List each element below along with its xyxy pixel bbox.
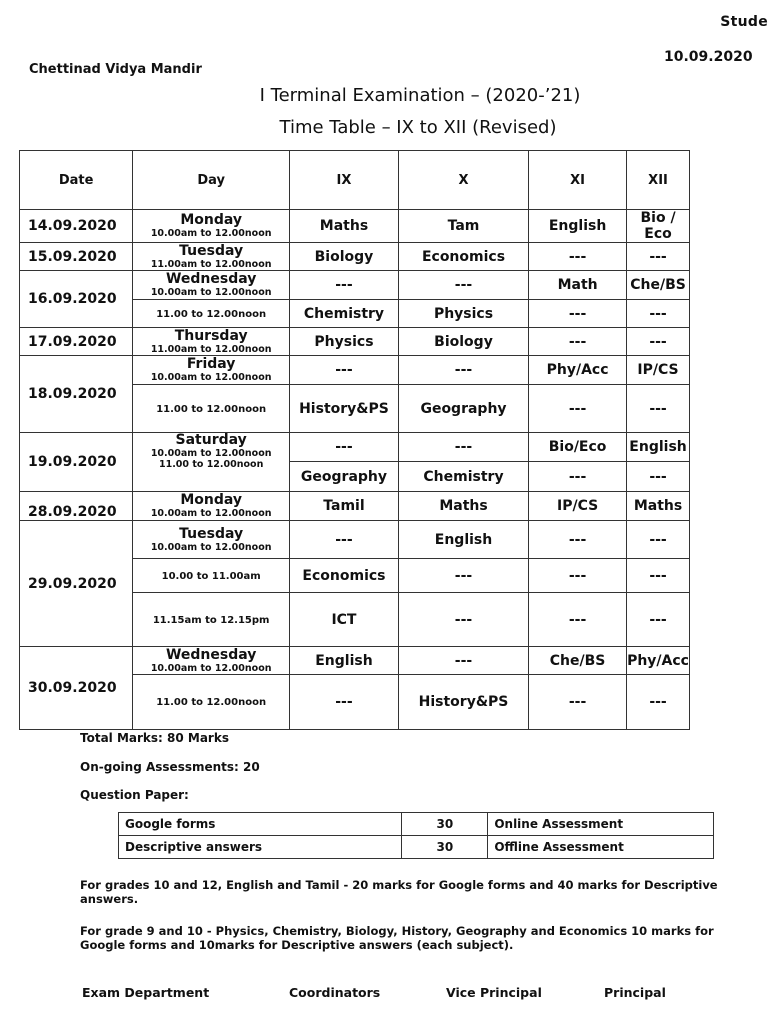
ix-subject: Geography: [290, 462, 399, 492]
exam-date: 28.09.2020: [20, 492, 133, 521]
exam-date: 17.09.2020: [20, 328, 133, 356]
exam-date: 14.09.2020: [20, 210, 133, 243]
assessment-type: Descriptive answers: [119, 836, 402, 859]
exam-time-cell: [133, 300, 290, 328]
xii-subject: ---: [627, 675, 690, 730]
exam-day: [133, 210, 290, 243]
xii-subject: ---: [627, 521, 690, 559]
day-name: Monday: [180, 492, 242, 508]
x-subject: Biology: [398, 328, 528, 356]
exam-date: 30.09.2020: [20, 647, 133, 730]
exam-date: 29.09.2020: [20, 521, 133, 647]
exam-time: 10.00am to 12.00noon: [150, 541, 272, 553]
x-subject: History&PS: [398, 675, 528, 730]
table-row: [119, 836, 714, 859]
day-name: Tuesday: [179, 525, 244, 542]
xii-subject: English: [627, 433, 690, 462]
xi-subject: ---: [529, 243, 627, 271]
exam-time-second: 11.00 to 12.00noon: [158, 459, 264, 470]
xi-subject: Phy/Acc: [529, 356, 627, 385]
x-subject: ---: [398, 433, 528, 462]
timetable-header-row: [20, 151, 690, 210]
xi-subject: Math: [529, 271, 627, 300]
exam-day: [133, 271, 290, 300]
xii-subject: IP/CS: [627, 356, 690, 385]
question-paper-label: Question Paper:: [80, 788, 189, 802]
table-row: [20, 210, 690, 243]
timetable-subtitle: Time Table – IX to XII (Revised): [279, 117, 557, 138]
header-date: Date: [20, 151, 133, 210]
x-subject: Physics: [398, 300, 528, 328]
table-row: [20, 647, 690, 675]
ix-subject: ---: [290, 521, 399, 559]
ix-subject: Tamil: [290, 492, 399, 521]
exam-time-cell: [133, 385, 290, 433]
marks-note-grades-9-10: For grade 9 and 10 - Physics, Chemistry, Biology, History, Geography and Economics 10 marks for Google forms and 10marks for Descriptive answers (each subject).: [80, 924, 714, 952]
xii-subject: Phy/Acc: [627, 647, 690, 675]
xi-subject: ---: [529, 328, 627, 356]
exam-day: [133, 647, 290, 675]
exam-day: [133, 492, 290, 521]
header-xi: XI: [529, 151, 627, 210]
school-name: Chettinad Vidya Mandir: [29, 62, 202, 77]
header-day: Day: [133, 151, 290, 210]
exam-time: 10.00am to 12.00noon: [150, 448, 272, 459]
x-subject: English: [398, 521, 528, 559]
signature-coordinators: Coordinators: [289, 985, 381, 1000]
exam-title: I Terminal Examination – (2020-’21): [259, 85, 581, 106]
x-subject: Tam: [398, 210, 528, 243]
day-name: Wednesday: [165, 271, 257, 287]
table-row: [20, 433, 690, 462]
ongoing-assessments: On-going Assessments: 20: [80, 760, 260, 774]
xi-subject: ---: [529, 300, 627, 328]
day-name: Thursday: [174, 327, 248, 344]
ix-subject: Biology: [290, 243, 399, 271]
exam-day: [133, 328, 290, 356]
marks-note-grades-10-12: For grades 10 and 12, English and Tamil - 20 marks for Google forms and 40 marks for Descriptive answers.: [80, 878, 718, 906]
xii-subject: Bio / Eco: [627, 210, 690, 243]
signature-vice-principal: Vice Principal: [446, 985, 542, 1000]
x-subject: ---: [398, 593, 528, 647]
xii-subject: ---: [627, 559, 690, 593]
exam-time-cell: [133, 593, 290, 647]
ix-subject: ---: [290, 271, 399, 300]
xi-subject: Che/BS: [529, 647, 627, 675]
exam-date: 19.09.2020: [20, 433, 133, 492]
table-row: [119, 813, 714, 836]
exam-time: 10.00am to 12.00noon: [150, 662, 272, 674]
x-subject: ---: [398, 356, 528, 385]
ix-subject: Physics: [290, 328, 399, 356]
x-subject: ---: [398, 647, 528, 675]
exam-time: 10.00 to 11.00am: [161, 570, 261, 582]
exam-time: 11.15am to 12.15pm: [152, 614, 270, 626]
assessment-mode: Offline Assessment: [488, 836, 714, 859]
ix-subject: ICT: [290, 593, 399, 647]
exam-day: [133, 243, 290, 271]
exam-time-cell: [133, 675, 290, 730]
exam-time-cell: [133, 559, 290, 593]
ix-subject: History&PS: [290, 385, 399, 433]
day-name: Wednesday: [165, 646, 257, 663]
header-ix: IX: [290, 151, 399, 210]
ix-subject: ---: [290, 675, 399, 730]
xi-subject: ---: [529, 559, 627, 593]
exam-date: 18.09.2020: [20, 356, 133, 433]
xi-subject: Bio/Eco: [529, 433, 627, 462]
xii-subject: ---: [627, 385, 690, 433]
header-xii: XII: [627, 151, 690, 210]
ix-subject: Maths: [290, 210, 399, 243]
exam-date: 16.09.2020: [20, 271, 133, 328]
xi-subject: ---: [529, 593, 627, 647]
signature-principal: Principal: [604, 985, 666, 1000]
exam-time: 11.00 to 12.00noon: [156, 403, 267, 415]
exam-day: [133, 356, 290, 385]
corner-text: Stude: [720, 14, 768, 30]
document-date: 10.09.2020: [664, 49, 753, 65]
x-subject: Economics: [398, 243, 528, 271]
timetable: [19, 150, 690, 730]
day-name: Friday: [186, 356, 236, 372]
header-x: X: [398, 151, 528, 210]
day-name: Tuesday: [179, 242, 244, 259]
day-name: Monday: [180, 212, 242, 228]
exam-time: 11.00am to 12.00noon: [150, 343, 272, 355]
day-name: Saturday: [175, 432, 247, 448]
total-marks: Total Marks: 80 Marks: [80, 731, 229, 745]
exam-day: [133, 521, 290, 559]
xi-subject: IP/CS: [529, 492, 627, 521]
table-row: [20, 328, 690, 356]
x-subject: Maths: [398, 492, 528, 521]
x-subject: ---: [398, 271, 528, 300]
table-row: [20, 492, 690, 521]
xii-subject: Che/BS: [627, 271, 690, 300]
assessment-marks: 30: [402, 836, 488, 859]
xii-subject: ---: [627, 243, 690, 271]
ix-subject: Economics: [290, 559, 399, 593]
exam-day: [133, 433, 290, 492]
ix-subject: English: [290, 647, 399, 675]
ix-subject: ---: [290, 433, 399, 462]
exam-time: 11.00 to 12.00noon: [156, 308, 267, 320]
xi-subject: English: [529, 210, 627, 243]
table-row: [20, 271, 690, 300]
question-paper-table: [118, 812, 714, 859]
xi-subject: ---: [529, 521, 627, 559]
exam-date: 15.09.2020: [20, 243, 133, 271]
exam-time: 10.00am to 12.00noon: [150, 287, 272, 298]
assessment-mode: Online Assessment: [488, 813, 714, 836]
exam-time: 11.00 to 12.00noon: [156, 697, 267, 708]
signature-exam-department: Exam Department: [82, 985, 210, 1000]
assessment-marks: 30: [402, 813, 488, 836]
xi-subject: ---: [529, 675, 627, 730]
xii-subject: ---: [627, 593, 690, 647]
exam-time: 10.00am to 12.00noon: [150, 508, 272, 519]
ix-subject: Chemistry: [290, 300, 399, 328]
xii-subject: ---: [627, 300, 690, 328]
x-subject: ---: [398, 559, 528, 593]
exam-time: 10.00am to 12.00noon: [150, 372, 272, 383]
exam-time: 10.00am to 12.00noon: [150, 228, 272, 239]
xi-subject: ---: [529, 385, 627, 433]
xii-subject: ---: [627, 462, 690, 492]
table-row: [20, 521, 690, 559]
assessment-type: Google forms: [119, 813, 402, 836]
xii-subject: ---: [627, 328, 690, 356]
exam-time: 11.00am to 12.00noon: [150, 258, 272, 270]
ix-subject: ---: [290, 356, 399, 385]
xi-subject: ---: [529, 462, 627, 492]
x-subject: Geography: [398, 385, 528, 433]
x-subject: Chemistry: [398, 462, 528, 492]
table-row: [20, 243, 690, 271]
xii-subject: Maths: [627, 492, 690, 521]
table-row: [20, 356, 690, 385]
